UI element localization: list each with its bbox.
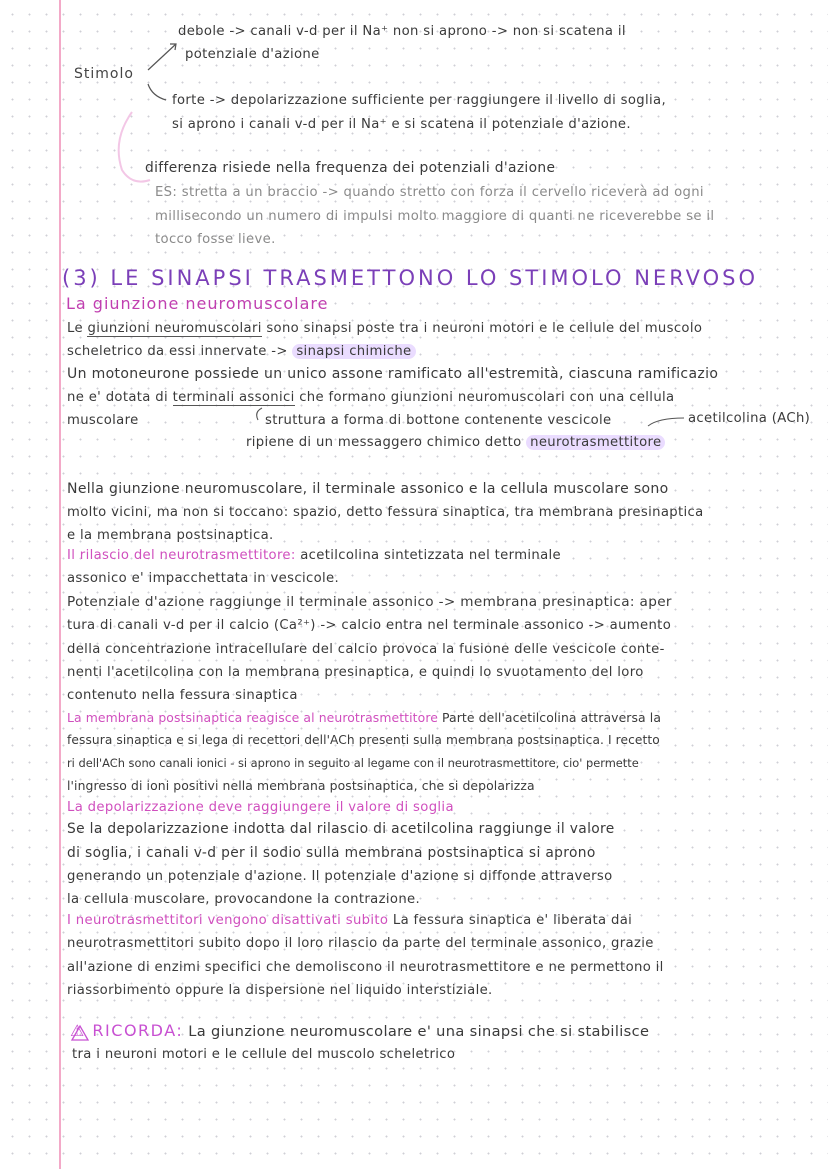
p6-line2: di soglia, i canali v-d per il sodio sulla membrana postsinaptica si aprono (67, 845, 596, 861)
p6-line3: generando un potenziale d'azione. Il potenziale d'azione si diffonde attraverso (67, 869, 613, 884)
p1-line5-a: muscolare (67, 413, 139, 428)
p3-line1-text: acetilcolina sintetizzata nel terminale (300, 548, 562, 563)
esempio-line1: ES: stretta a un braccio -> quando stretto con forza il cervello riceverà ad ogni (155, 185, 704, 200)
p1-line2-a: scheletrico da essi innervate -> (67, 344, 288, 359)
p2-line1: Nella giunzione neuromuscolare, il terminale assonico e la cellula muscolare sono (67, 481, 669, 497)
debole-line2: potenziale d'azione (185, 47, 320, 62)
p1-line2 (67, 343, 416, 360)
p3-line1 (67, 547, 561, 564)
p1-line1-b: sono sinapsi poste tra i neuroni motori e le cellule del muscolo (266, 321, 703, 336)
ricorda-text1: La giunzione neuromuscolare e' una sinapsi che si stabilisce (188, 1023, 650, 1040)
p4-line1: Potenziale d'azione raggiunge il terminale assonico -> membrana presinaptica: aper (67, 594, 672, 610)
p4-line3: della concentrazione intracellulare del calcio provoca la fusione delle vescicole conte- (67, 642, 665, 657)
highlight-sinapsi-chimiche: sinapsi chimiche (292, 344, 415, 359)
p4-line5: contenuto nella fessura sinaptica (67, 688, 298, 703)
p1-line4-b: che formano giunzioni neuromuscolari con una cellula (299, 390, 675, 405)
p5-line1 (67, 709, 661, 726)
p1-line4-underlined: terminali assonici (172, 390, 295, 405)
p1-line1-a: Le (67, 321, 83, 336)
p1-line4 (67, 389, 674, 406)
p1-line5-b: struttura a forma di bottone contenente vescicole (265, 413, 612, 428)
differenza-line: differenza risiede nella frequenza dei potenziali d'azione (145, 160, 556, 176)
p5-line2: fessura sinaptica e si lega di recettori dell'ACh presenti sulla membrana postsinaptica. I recetto (67, 733, 660, 747)
p3-pink-heading: Il rilascio del neurotrasmettitore: (67, 548, 296, 563)
stimolo-label: Stimolo (74, 66, 134, 82)
p2-line3: e la membrana postsinaptica. (67, 528, 274, 543)
p6-line1: Se la depolarizzazione indotta dal rilascio di acetilcolina raggiunge il valore (67, 821, 615, 837)
p1-line1 (67, 320, 702, 337)
p7-pink-heading: I neurotrasmettitori vengono disattivati subito (67, 913, 389, 928)
p5-line1-text: Parte dell'acetilcolina attraversa la (442, 710, 662, 725)
p5-line4: l'ingresso di ioni positivi nella membrana postsinaptica, che si depolarizza (67, 778, 535, 793)
p7-line2: neurotrasmettitori subito dopo il loro rilascio da parte del terminale assonico, grazie (67, 936, 654, 951)
p1-line6-a: ripiene di un messaggero chimico detto (246, 435, 522, 450)
p1-line6 (246, 434, 665, 451)
p1-line4-a: ne e' dotata di (67, 390, 169, 405)
highlight-neurotrasmettitore: neurotrasmettitore (526, 435, 665, 450)
ricorda-line1 (70, 1022, 649, 1040)
p7-line1-text: La fessura sinaptica e' liberata dai (392, 913, 633, 928)
p6-line4: la cellula muscolare, provocandone la contrazione. (67, 892, 421, 907)
p1-line1-underlined: giunzioni neuromuscolari (87, 321, 262, 336)
section-subtitle: La giunzione neuromuscolare (66, 294, 329, 313)
p6-pink-heading: La depolarizzazione deve raggiungere il valore di soglia (67, 800, 454, 815)
p2-line2: molto vicini, ma non si toccano: spazio, detto fessura sinaptica, tra membrana presinaptica (67, 505, 704, 520)
p7-line1 (67, 912, 632, 929)
p7-line3: all'azione di enzimi specifici che demoliscono il neurotrasmettitore e ne permettono il (67, 960, 664, 975)
p5-pink-heading: La membrana postsinaptica reagisce al neurotrasmettitore (67, 710, 438, 725)
esempio-line2: millisecondo un numero di impulsi molto maggiore di quanti ne riceverebbe se il (155, 209, 715, 224)
forte-line2: si aprono i canali v-d per il Na⁺ e si scatena il potenziale d'azione. (172, 117, 631, 132)
ricorda-line2: tra i neuroni motori e le cellule del muscolo scheletrico (72, 1047, 456, 1062)
forte-line1: forte -> depolarizzazione sufficiente per raggiungere il livello di soglia, (172, 93, 667, 108)
p5-line3: ri dell'ACh sono canali ionici - si aprono in seguito al legame con il neurotrasmettitore, cio' permette (67, 756, 639, 770)
debole-line1: debole -> canali v-d per il Na⁺ non si aprono -> non si scatena il (178, 24, 626, 39)
p1-line5-c: acetilcolina (ACh) (688, 411, 811, 426)
section-title: (3) LE SINAPSI TRASMETTONO LO STIMOLO NERVOSO (62, 266, 759, 290)
p1-line3: Un motoneurone possiede un unico assone ramificato all'estremità, ciascuna ramificazio (67, 366, 719, 382)
ricorda-label: ⚠ RICORDA: (70, 1021, 184, 1040)
p4-line4: nenti l'acetilcolina con la membrana presinaptica, e quindi lo svuotamento del loro (67, 665, 644, 680)
p7-line4: riassorbimento oppure la dispersione nel liquido interstiziale. (67, 983, 493, 998)
esempio-line3: tocco fosse lieve. (155, 232, 276, 247)
p4-line2: tura di canali v-d per il calcio (Ca²⁺) -> calcio entra nel terminale assonico -> aumento (67, 618, 672, 633)
p3-line2: assonico e' impacchettata in vescicole. (67, 571, 340, 586)
